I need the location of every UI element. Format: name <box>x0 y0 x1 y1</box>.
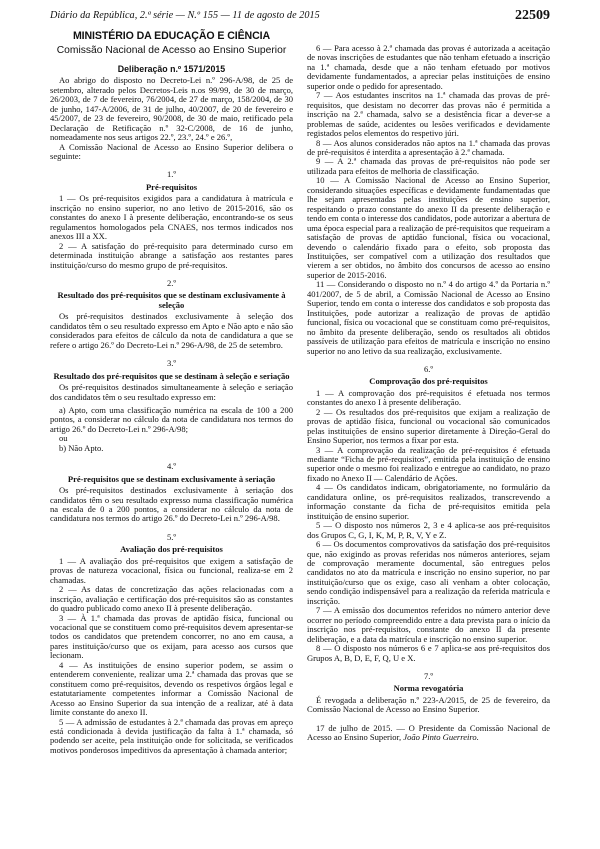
article-paragraph: 4 — As instituições de ensino superior podem, se assim o entenderem conveniente, realizar uma 2.ª chamada das provas que se constituem como pré-requisitos, devendo os respetivos órgãos legal e estatutariamente competentes informar a Comissão Nacional de Acesso ao Ensino Superior da sua intenção de a realizar, até à data limite constante do anexo II. <box>50 659 293 718</box>
left-column <box>50 30 293 755</box>
article-title: Avaliação dos pré-requisitos <box>120 544 223 555</box>
article-paragraph: É revogada a deliberação n.º 223-A/2015, de 25 de fevereiro, da Comissão Nacional de Acesso ao Ensino Superior. <box>307 694 550 715</box>
article-paragraph: 8 — Aos alunos considerados não aptos na 1.ª chamada das provas de pré-requisitos é interdita a apresentação à 2.ª chamada. <box>307 137 550 157</box>
article-paragraph: 2 — Os resultados dos pré-requisitos que exijam a realização de provas de aptidão física, funcional ou vocacional são comunicados pelas instituições de ensino superior diretamente à Direção-Geral do Ensino Superior, nos termos a fixar por esta. <box>307 406 550 446</box>
article-number: 4.º <box>166 461 177 472</box>
article-title: Pré-requisitos <box>145 181 198 192</box>
article-number: 7.º <box>423 671 434 681</box>
article-paragraph: 1 — A comprovação dos pré-requisitos é efetuada nos termos constantes do anexo I à presente deliberação. <box>307 387 550 408</box>
article-paragraph: 5 — A admissão de estudantes à 2.ª chamada das provas em apreço está condicionada à devida justificação da falta à 1.ª chamada, só podendo ser aceite, pela instituição onde for solicitada, se verificados motivos ponderosos impeditivos da apresentação à chamada anterior; <box>50 716 293 755</box>
ministry-heading: MINISTÉRIO DA EDUCAÇÃO E CIÊNCIA <box>72 30 271 42</box>
article-paragraph: 11 — Considerando o disposto no n.º 4 do artigo 4.º da Portaria n.º 401/2007, de 5 de abril, a Comissão Nacional de Acesso ao Ensino Superior, tendo em conta o interesse dos candidatos e sob proposta das Instituições, pode autorizar a realização de provas de aptidão funcional, física ou vocacional que se constituam como pré-requisitos, no âmbito da presente deliberação, sendo os resultados ali obtidos passíveis de utilização para efeitos de matrícula e inscrição no ensino superior no ano letivo da sua realização, exclusivamente. <box>307 279 550 356</box>
article-paragraph: 5 — O disposto nos números 2, 3 e 4 aplica-se aos pré-requisitos dos Grupos C, G, I, K, M, P, R, V, Y e Z. <box>307 520 550 540</box>
publication-title: Diário da República, 2.ª série — N.º 155 — 11 de agosto de 2015 <box>50 10 320 21</box>
right-column <box>307 44 550 743</box>
article-paragraph: 3 — A comprovação da realização de pré-requisitos é efetuada mediante “Ficha de pré-requisitos”, emitida pela instituição de ensino superior onde o mesmo foi realizado e entregue ao candidato, no prazo fixado no Anexo II — Calendário de Ações. <box>307 444 550 483</box>
preamble-paragraph: Ao abrigo do disposto no Decreto-Lei n.º 296-A/98, de 25 de setembro, alterado pelos Decretos-Leis n.os 99/99, de 30 de março, 26/2003, de 7 de fevereiro, 76/2004, de 27 de março, 158/2004, de 30 de junho, 147-A/2006, de 31 de julho, 40/2007, de 20 de fevereiro e 45/2007, de 23 de fevereiro, 90/2008, de 30 de maio, retificado pela Declaração de Retificação n.º 32-C/2008, de 16 de junho, nomeadamente nos seus artigos 22.º, 23.º, 24.º e 26.º, <box>50 75 293 143</box>
article-title: Norma revogatória <box>393 683 464 694</box>
preamble-paragraph: A Comissão Nacional de Acesso ao Ensino Superior delibera o seguinte: <box>50 141 293 161</box>
article-number: 2.º <box>166 277 177 288</box>
article-paragraph: 2 — A satisfação do pré-requisito para determinado curso em determinada instituição abrange a satisfação aos restantes pares instituição/curso do mesmo grupo de pré-requisitos. <box>50 240 293 270</box>
page-header <box>50 10 550 24</box>
article-paragraph: 1 — Os pré-requisitos exigidos para a candidatura à matrícula e inscrição no ensino superior, no ano letivo de 2015-2016, são os constantes do anexo I à presente deliberação, encontrando-se os seus regulamentos homologados pela CNAES, nos termos indicados nos anexos III a XX. <box>50 193 293 242</box>
article-paragraph: 6 — Para acesso à 2.ª chamada das provas é autorizada a aceitação de novas inscrições de estudantes que não tenham efetuado a inscrição na 1.ª chamada, desde que a não tenham efetuado por motivos devidamente fundamentados, a apreciar pelas instituições de ensino superior onde o pedido for apresentado. <box>307 43 550 91</box>
signature-text: 17 de julho de 2015. — O Presidente da Comissão Nacional de Acesso ao Ensino Superior, <box>307 722 550 743</box>
article-paragraph: 7 — Aos estudantes inscritos na 1.ª chamada das provas de pré-requisitos, que desistam no decorrer das provas não é permitida a inscrição na 2.ª chamada, salvo se a desistência ficar a dever-se a problemas de saúde, acidentes ou lesões verificados e devidamente registados pelos elementos do respetivo júri. <box>307 90 550 139</box>
article-title: Comprovação dos pré-requisitos <box>369 376 488 387</box>
article-paragraph: Os pré-requisitos destinados simultaneamente à seleção e seriação dos candidatos têm o seu resultado expresso em: <box>50 382 293 402</box>
page-number: 22509 <box>515 8 550 23</box>
article-number: 6.º <box>423 363 434 374</box>
article-paragraph: 3 — À 1.ª chamada das provas de aptidão física, funcional ou vocacional que se constituem como pré-requisitos devem apresentar-se todos os candidatos que pretendem concorrer, no ano em causa, a pares instituição/curso que os exijam, para acesso aos cursos que lecionam. <box>50 612 293 661</box>
signature-line <box>307 724 550 743</box>
signatory-name: João Pinto Guerreiro. <box>403 732 479 743</box>
article-title: Pré-requisitos que se destinam exclusivamente à seriação <box>67 473 276 484</box>
article-number: 5.º <box>166 531 177 542</box>
article-title: Resultado dos pré-requisitos que se destinam exclusivamente à seleção <box>57 290 286 310</box>
article-number: 3.º <box>166 358 177 369</box>
article-paragraph: 9 — A 2.ª chamada das provas de pré-requisitos não pode ser utilizada para efeitos de melhoria de classificação. <box>307 156 550 176</box>
deliberation-title: Deliberação n.º 1571/2015 <box>117 63 226 74</box>
article-paragraph: 2 — As datas de concretização das ações relacionadas com a inscrição, avaliação e certificação dos pré-requisitos são as constantes do quadro publicado como anexo II à presente deliberação. <box>50 584 293 614</box>
article-paragraph: Os pré-requisitos destinados exclusivamente à seriação dos candidatos têm o seu resultado expresso numa classificação numérica na escala de 0 a 200 pontos, a considerar no cálculo da nota de candidatura nos termos do artigo 26.º do Decreto-Lei n.º 296-A/98. <box>50 485 293 524</box>
article-paragraph: b) Não Apto. <box>59 442 104 453</box>
article-paragraph: 4 — Os candidatos indicam, obrigatoriamente, no formulário da candidatura online, os pré-requisitos realizados, transcrevendo a informação constante da ficha de pré-requisitos emitida pela instituição de ensino superior. <box>307 482 550 521</box>
article-paragraph: 10 — A Comissão Nacional de Acesso ao Ensino Superior, considerando situações específicas e devidamente fundamentadas que lhe sejam apresentadas pelas instituições de ensino superior, respeitando o prazo constante do anexo II da presente deliberação e tendo em conta o interesse dos candidatos, pode autorizar a abertura de uma época especial para a realização de pré-requisitos que requeiram a satisfação de provas de aptidão funcional, física ou vocacional, devendo o calendário fixado para o efeito, sob proposta das Instituições, ser compatível com a utilização dos resultados que vierem a ser obtidos, no âmbito dos concursos de acesso ao ensino superior de 2015-2016. <box>307 175 551 280</box>
article-number: 1.º <box>166 169 177 180</box>
article-paragraph: Os pré-requisitos destinados exclusivamente à seleção dos candidatos têm o seu resultado expresso em Apto e Não apto e não são considerados para efeitos de cálculo da nota de candidatura a que se refere o artigo 26.º do Decreto-Lei n.º 296-A/98, de 25 de setembro. <box>50 311 293 350</box>
article-paragraph: 1 — A avaliação dos pré-requisitos que exigem a satisfação de provas de natureza vocacional, física ou funcional, realiza-se em 2 chamadas. <box>50 555 293 585</box>
article-paragraph: 6 — Os documentos comprovativos da satisfação dos pré-requisitos que, não exigindo as provas referidas nos números anteriores, sejam de comprovação meramente documental, são entregues pelos candidatos no ato da matrícula e inscrição no ensino superior, no par instituição/curso que os exige, caso ali venham a obter colocação, sendo condição indispensável para a realização da referida matrícula e inscrição. <box>307 539 550 606</box>
article-paragraph: a) Apto, com uma classificação numérica na escala de 100 a 200 pontos, a considerar no cálculo da nota de candidatura nos termos do artigo 26.º do Decreto-Lei n.º 296-A/98; <box>50 404 293 434</box>
article-paragraph: ou <box>59 433 68 444</box>
article-paragraph: 8 — O disposto nos números 6 e 7 aplica-se aos pré-requisitos dos Grupos A, B, D, E, F, Q, U e X. <box>307 643 550 663</box>
article-paragraph: 7 — A emissão dos documentos referidos no número anterior deve ocorrer no período compreendido entre a data prevista para o início da inscrição nos pré-requisitos, constante do anexo II da presente deliberação, e a data da matrícula e inscrição no ensino superior. <box>307 605 550 644</box>
commission-heading: Comissão Nacional de Acesso ao Ensino Superior <box>56 45 287 57</box>
article-title: Resultado dos pré-requisitos que se destinam à seleção e seriação <box>53 370 290 381</box>
